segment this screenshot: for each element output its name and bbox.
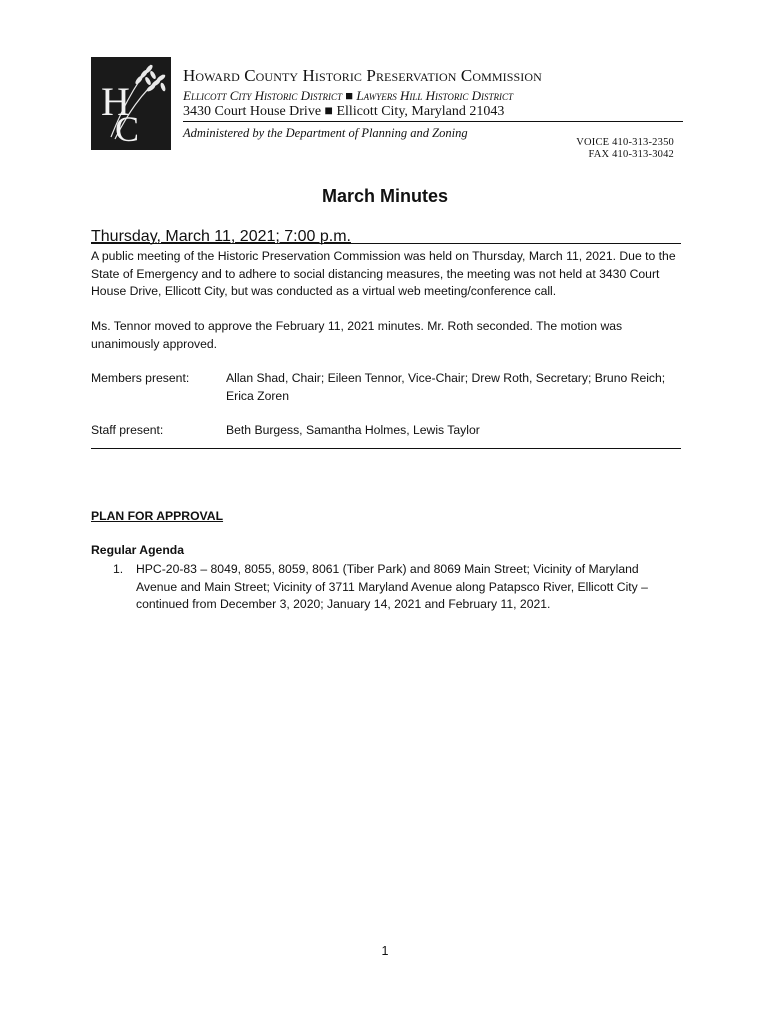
regular-agenda-heading: Regular Agenda (91, 543, 185, 557)
meeting-heading-divider (91, 243, 681, 244)
members-present-row (91, 370, 691, 410)
address-line: 3430 Court House Drive ■ Ellicott City, Maryland 21043 (183, 104, 505, 119)
hc-logo (91, 57, 171, 150)
plan-for-approval-heading: PLAN FOR APPROVAL (91, 509, 224, 523)
meeting-date-heading: Thursday, March 11, 2021; 7:00 p.m. (91, 228, 351, 245)
hc-wheat-logo-icon (91, 57, 171, 150)
members-present-value: Allan Shad, Chair; Eileen Tennor, Vice-Chair; Drew Roth, Secretary; Bruno Reich; Erica Zoren (226, 371, 666, 403)
voice-number: VOICE 410-313-2350 (576, 137, 674, 148)
agenda-item-number: 1. (113, 562, 124, 576)
administered-line: Administered by the Department of Planning and Zoning (183, 126, 468, 140)
meeting-description-paragraph: A public meeting of the Historic Preservation Commission was held on Thursday, March 11, 2021. Due to the State of Emergency and to adhere to social distancing measures, the meeting was not held at 3430 Court House Drive, Ellicott City, but was conducted as a virtual web meeting/conference call. (91, 249, 676, 298)
page-number: 1 (381, 944, 389, 958)
fax-number: FAX 410-313-3042 (588, 149, 674, 160)
staff-present-row (91, 422, 691, 442)
agenda-item-text: HPC-20-83 – 8049, 8055, 8059, 8061 (Tiber Park) and 8069 Main Street; Vicinity of Maryland Avenue and Main Street; Vicinity of 3711 Maryland Avenue along Patapsco River, Ellicott City – continued from December 3, 2020; January 14, 2021 and February 11, 2021. (136, 562, 648, 611)
staff-present-label: Staff present: (91, 423, 164, 437)
org-name-text: Howard County Historic Preservation Commission (183, 66, 542, 85)
attendance-divider (91, 448, 681, 449)
staff-present-value: Beth Burgess, Samantha Holmes, Lewis Taylor (226, 423, 480, 437)
districts-text: Ellicott City Historic District ■ Lawyers Hill Historic District (183, 88, 514, 103)
members-present-label: Members present: (91, 371, 190, 385)
minutes-approval-paragraph: Ms. Tennor moved to approve the February 11, 2021 minutes. Mr. Roth seconded. The motion was unanimously approved. (91, 319, 623, 351)
org-name (183, 66, 542, 86)
header-divider (183, 121, 683, 122)
svg-text:C: C (115, 109, 140, 149)
document-title: March Minutes (321, 186, 449, 206)
districts-line (183, 88, 513, 104)
svg-text:H: H (101, 79, 130, 124)
